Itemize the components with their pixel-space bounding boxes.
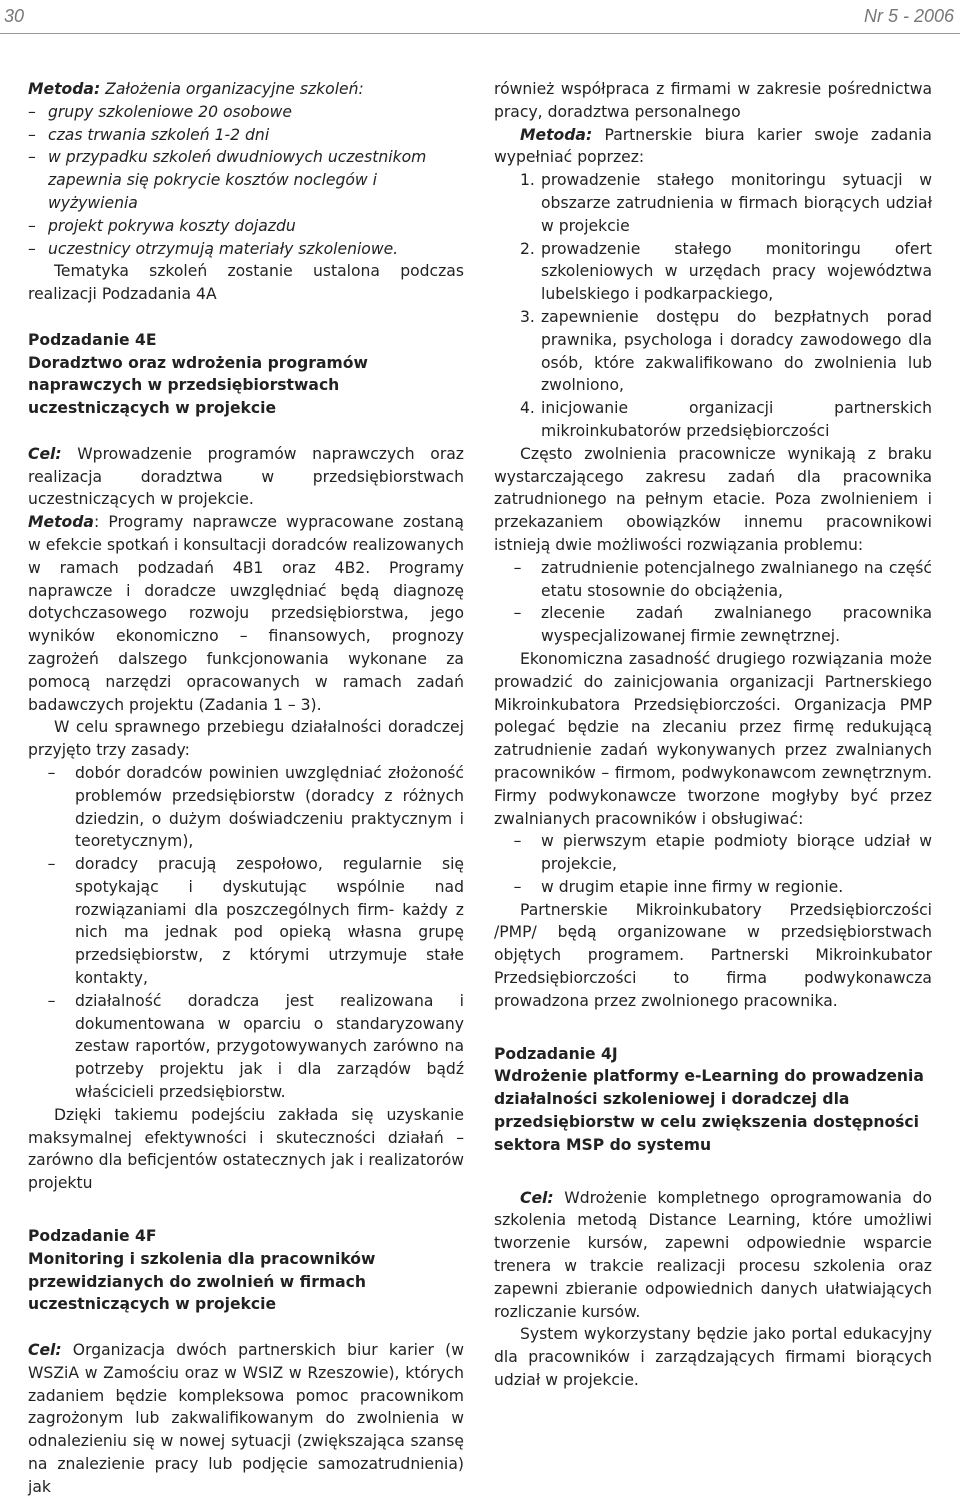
section-4e-subtitle: Doradztwo oraz wdrożenia programów naprawczych w przedsiębiorstwach uczestniczących w projekcie — [28, 353, 368, 418]
page-header — [0, 0, 960, 34]
issue-label: Nr 5 - 2006 — [863, 6, 954, 26]
page-number: 30 — [4, 6, 25, 26]
cel-label: Cel: — [520, 1188, 554, 1207]
cel-4f: Cel: Organizacja dwóch partnerskich biur karier (w WSZiA w Zamościu oraz w WSIZ w Rzeszowie), których zadaniem będzie kompleksowa pomoc pracownikom zagrożonym lub zakwalifikowanym do zwolnienia w odnalezieniu się w nowej sytuacji (zwiększająca szansę na znalezienie pracy lub podjęcie samozatrudnienia) jak — [28, 1341, 464, 1496]
metoda-4e: Metoda: Programy naprawcze wypracowane zostaną w efekcie spotkań i konsultacji doradców realizowanych w ramach podzadań 4B1 oraz 4B2. Programy naprawcze i doradcze uwzględniać będą diagnozę dotychczasowego rozwoju przedsiębiorstwa, jego wyników ekonomiczno – finansowych, prognozy zagrożeń dalszego funkcjonowania wykonane za pomocą narzędzi opracowanych w ramach zadań badawczych projektu (Zadania 1 – 3). — [28, 513, 464, 714]
tematyka-paragraph: Tematyka szkoleń zostanie ustalona podczas realizacji Podzadania 4A — [28, 262, 464, 304]
dzieki-paragraph: Dzięki takiemu podejściu zakłada się uzyskanie maksymalnej efektywności i skuteczności działań – zarówno dla beficjentów ostatecznych jak i realizatorów projektu — [28, 1105, 464, 1193]
metoda-4f: Metoda: Partnerskie biura karier swoje zadania wypełniać poprzez: — [494, 125, 932, 167]
section-4f-title: Podzadanie 4F — [28, 1227, 157, 1246]
metoda-list — [28, 101, 464, 261]
continuation-paragraph: również współpraca z firmami w zakresie pośrednictwa pracy, doradztwa personalnego — [494, 80, 932, 121]
list-item: – zatrudnienie potencjalnego zwalnianego na część etatu stosownie do obciążenia, — [494, 557, 932, 603]
list-item: – w pierwszym etapie podmioty biorące udział w projekcie, — [494, 830, 932, 876]
list-item: 3. zapewnienie dostępu do bezpłatnych porad prawnika, psychologa i doradcy zawodowego dla osób, które zakwalifikowano do zwolnienia lub zwolniono, — [520, 307, 932, 395]
zasady-intro: W celu sprawnego przebiegu działalności doradczej przyjęto trzy zasady: — [28, 718, 464, 760]
cel-4j: Cel: Wdrożenie kompletnego oprogramowania do szkolenia metodą Distance Learning, które umożliwi tworzenie kursów, zapewni odpowiednie wsparcie trenera w trakcie realizacji procesu szkolenia oraz zapewni zbieranie odpowiednich danych ułatwiających rozliczanie kursów. — [494, 1188, 932, 1321]
cel2-label: Cel: — [28, 1341, 62, 1360]
list-item: – doradcy pracują zespołowo, regularnie się spotykając i dyskutując wspólnie nad rozwiązaniami dla poszczególnych firm- każdy z nich ma jednak pod opieką własna grupę przedsiębiorstw, z którymi utrzymuje stałe kontakty, — [28, 853, 464, 990]
cel-label: Cel: — [28, 444, 62, 463]
numbered-list — [494, 169, 932, 443]
list-item: – grupy szkoleniowe 20 osobowe — [28, 101, 464, 124]
ekonomiczna-paragraph: Ekonomiczna zasadność drugiego rozwiązania może prowadzić do zainicjowania organizacji Partnerskiego Mikroinkubatora Przedsiębiorczości. Organizacja PMP polegać będzie na zlecaniu przez firmę redukującą zatrudnienie zadań wykonywanych przez zwalnianych pracowników – firmom, podwykonawcom zewnętrznym. Firmy podwykonawcze tworzone mogłyby być przez zwalnianych pracowników i obsługiwać: — [494, 649, 932, 828]
list-item: 2. prowadzenie stałego monitoringu ofert szkoleniowych w urzędach pracy województwa lubelskiego i podkarpackiego, — [520, 239, 932, 304]
section-4j-title: Podzadanie 4J — [494, 1044, 618, 1063]
list-item: – czas trwania szkoleń 1-2 dni — [28, 124, 464, 147]
section-4e-title: Podzadanie 4E — [28, 330, 157, 349]
metoda-label: Metoda: — [28, 80, 101, 98]
list-item: – zlecenie zadań zwalnianego pracownika wyspecjalizowanej firmie zewnętrznej. — [494, 602, 932, 648]
list-item: – dobór doradców powinien uwzględniać złożoność problemów przedsiębiorstw (doradcy z różnych dziedzin, o dużym doświadczeniu praktycznym i teoretycznym), — [28, 762, 464, 853]
etap-list — [494, 830, 932, 898]
problem-list — [494, 557, 932, 648]
partnerskie-paragraph: Partnerskie Mikroinkubatory Przedsiębiorczości /PMP/ będą organizowane w przedsiębiorstwach objętych programem. Partnerski Mikroinkubator Przedsiębiorczości to firma podwykonawcza prowadzona przez zwolnionego pracownika. — [494, 900, 932, 1010]
section-4j-subtitle: Wdrożenie platformy e-Learning do prowadzenia działalności szkoleniowej i doradczej dla przedsiębiorstw w celu zwiększenia dostępności sektora MSP do systemu — [494, 1067, 924, 1154]
cel-4e: Cel: Wprowadzenie programów naprawczych oraz realizacja doradztwa w przedsiębiorstwach uczestniczących w projekcie. — [28, 444, 464, 509]
metoda-label: Metoda: — [520, 125, 593, 144]
header-rule — [0, 33, 960, 34]
metoda-intro: Metoda: Założenia organizacyjne szkoleń: — [28, 80, 364, 98]
list-item: – działalność doradcza jest realizowana i dokumentowana w oparciu o standaryzowany zestaw raportów, przygotowywanych zarówno na potrzeby projektu jak i dla zarządów bądź właścicieli przedsiębiorstw. — [28, 990, 464, 1104]
list-item: – w drugim etapie inne firmy w regionie. — [494, 876, 932, 899]
metoda2-label: Metoda — [28, 513, 94, 532]
system-paragraph: System wykorzystany będzie jako portal edukacyjny dla pracowników i zarządzających firmami biorących udział w projekcie. — [494, 1325, 932, 1390]
list-item: – projekt pokrywa koszty dojazdu — [28, 215, 464, 238]
left-column — [28, 78, 464, 1499]
list-item: 4. inicjowanie organizacji partnerskich mikroinkubatorów przedsiębiorczości — [520, 399, 932, 440]
list-item: – uczestnicy otrzymują materiały szkoleniowe. — [28, 238, 464, 261]
right-column — [494, 78, 932, 1392]
list-item: – w przypadku szkoleń dwudniowych uczestnikom zapewnia się pokrycie kosztów noclegów i wyżywienia — [28, 146, 464, 214]
list-item: 1. prowadzenie stałego monitoringu sytuacji w obszarze zatrudnienia w firmach biorących udział w projekcie — [520, 171, 932, 235]
zasady-list — [28, 762, 464, 1104]
section-4f-subtitle: Monitoring i szkolenia dla pracowników przewidzianych do zwolnień w firmach uczestniczących w projekcie — [28, 1249, 376, 1314]
czesto-paragraph: Często zwolnienia pracownicze wynikają z braku wystarczającego zakresu zadań dla pracownika zatrudnionego na pełnym etacie. Poza zwolnieniem i przekazaniem obowiązków innemu pracownikowi istnieją dwie możliwości rozwiązania problemu: — [494, 444, 932, 554]
